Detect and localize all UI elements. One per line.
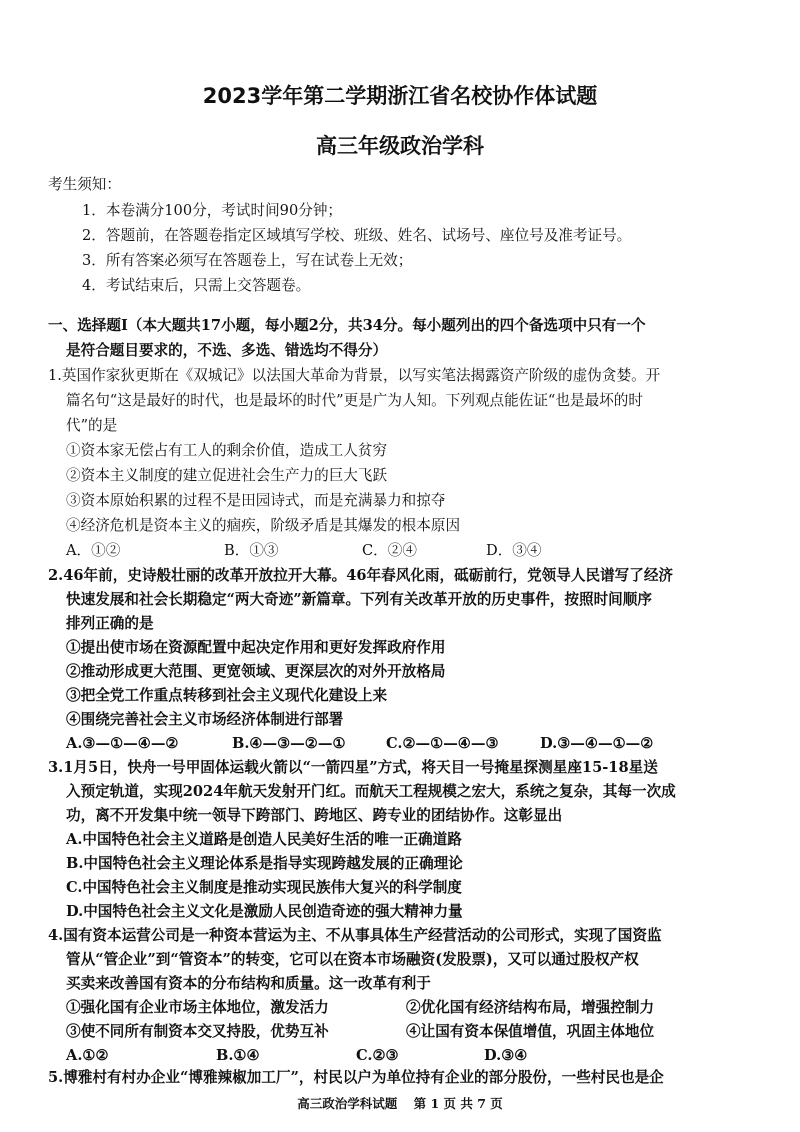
question-text: 4.国有资本运营公司是一种资本营运为主、不从事具体生产经营活动的公司形式，实现了国资监 bbox=[48, 927, 662, 944]
footer-page-number: 第 1 页 共 7 页 bbox=[413, 1096, 503, 1111]
statement: ②推动形成更大范围、更宽领域、更深层次的对外开放格局 bbox=[66, 663, 446, 680]
option-b: B．①③ bbox=[224, 542, 279, 559]
section-heading-cont: 是符合题目要求的，不选、多选、错选均不得分） bbox=[66, 342, 388, 359]
statement: ②资本主义制度的建立促进社会生产力的巨大飞跃 bbox=[66, 467, 388, 484]
question-text: 快速发展和社会长期稳定“两大奇迹”新篇章。下列有关改革开放的历史事件，按照时间顺序 bbox=[66, 591, 652, 608]
question-text: 篇名句“这是最好的时代，也是最坏的时代”更是广为人知。下列观点能佐证“也是最坏的时 bbox=[66, 392, 643, 409]
notice-heading: 考生须知： bbox=[48, 176, 121, 193]
option-a: A.①② bbox=[66, 1047, 109, 1064]
option-b: B.①④ bbox=[216, 1047, 260, 1064]
statement: ①强化国有企业市场主体地位，激发活力 bbox=[66, 999, 329, 1016]
statement: ③资本原始积累的过程不是田园诗式，而是充满暴力和掠夺 bbox=[66, 492, 446, 509]
notice-item: 2．答题前，在答题卷指定区域填写学校、班级、姓名、试场号、座位号及准考证号。 bbox=[82, 227, 632, 244]
option-a: A．①② bbox=[66, 542, 121, 559]
question-text: 3.1月5日，快舟一号甲固体运载火箭以“一箭四星”方式，将天目一号掩星探测星座15-18星送 bbox=[48, 759, 658, 776]
option-d: D．③④ bbox=[486, 542, 542, 559]
question-text: 买卖来改善国有资本的分布结构和质量。这一改革有利于 bbox=[66, 975, 431, 992]
option-c: C．②④ bbox=[362, 542, 417, 559]
question-5-text: 5.博雅村有村办企业“博雅辣椒加工厂”，村民以户为单位持有企业的部分股份，一些村民也是企 bbox=[48, 1069, 664, 1086]
option-c: C.②—①—④—③ bbox=[386, 735, 499, 752]
choice-d: D.中国特色社会主义文化是激励人民创造奇迹的强大精神力量 bbox=[66, 903, 463, 920]
notice-item: 1．本卷满分100分，考试时间90分钟； bbox=[82, 202, 343, 219]
choice-c: C.中国特色社会主义制度是推动实现民族伟大复兴的科学制度 bbox=[66, 879, 462, 896]
statement: ④围绕完善社会主义市场经济体制进行部署 bbox=[66, 711, 344, 728]
statement: ④经济危机是资本主义的痼疾，阶级矛盾是其爆发的根本原因 bbox=[66, 517, 461, 534]
question-text: 排列正确的是 bbox=[66, 615, 154, 632]
question-text: 代”的是 bbox=[66, 417, 118, 434]
notice-item: 3．所有答案必须写在答题卷上，写在试卷上无效； bbox=[82, 252, 413, 269]
statement: ④让国有资本保值增值，巩固主体地位 bbox=[406, 1023, 655, 1040]
section-heading: 一、选择题Ⅰ（本大题共17小题，每小题2分，共34分。每小题列出的四个备选项中只有一个 bbox=[48, 317, 646, 334]
option-c: C.②③ bbox=[356, 1047, 399, 1064]
choice-b: B.中国特色社会主义理论体系是指导实现跨越发展的正确理论 bbox=[66, 855, 463, 872]
option-d: D.③—④—①—② bbox=[540, 735, 654, 752]
statement: ③使不同所有制资本交叉持股，优势互补 bbox=[66, 1023, 329, 1040]
exam-subtitle: 高三年级政治学科 bbox=[316, 134, 484, 158]
statement: ①提出使市场在资源配置中起决定作用和更好发挥政府作用 bbox=[66, 639, 446, 656]
page-footer bbox=[0, 1094, 800, 1112]
option-a: A.③—①—④—② bbox=[66, 735, 179, 752]
notice-item: 4．考试结束后，只需上交答题卷。 bbox=[82, 277, 311, 294]
option-b: B.④—③—②—① bbox=[232, 735, 346, 752]
question-text: 入预定轨道，实现2024年航天发射开门红。而航天工程规模之宏大，系统之复杂，其每一次成 bbox=[66, 783, 676, 800]
option-d: D.③④ bbox=[484, 1047, 528, 1064]
statement: ③把全党工作重点转移到社会主义现代化建设上来 bbox=[66, 687, 388, 704]
statement: ①资本家无偿占有工人的剩余价值，造成工人贫穷 bbox=[66, 442, 388, 459]
question-text: 功，离不开发集中统一领导下跨部门、跨地区、跨专业的团结协作。这彰显出 bbox=[66, 807, 563, 824]
statement: ②优化国有经济结构布局，增强控制力 bbox=[406, 999, 655, 1016]
choice-a: A.中国特色社会主义道路是创造人民美好生活的唯一正确道路 bbox=[66, 831, 462, 848]
question-text: 2.46年前，史诗般壮丽的改革开放拉开大幕。46年春风化雨，砥砺前行，党领导人民谱写了经济 bbox=[48, 567, 674, 584]
footer-subject: 高三政治学科试题 bbox=[297, 1096, 398, 1111]
question-text: 1.英国作家狄更斯在《双城记》以法国大革命为背景，以写实笔法揭露资产阶级的虚伪贪婪。开 bbox=[48, 367, 661, 384]
exam-title: 2023学年第二学期浙江省名校协作体试题 bbox=[202, 84, 598, 108]
question-text: 管从“管企业”到“管资本”的转变，它可以在资本市场融资(发股票)，又可以通过股权产权 bbox=[66, 951, 639, 968]
